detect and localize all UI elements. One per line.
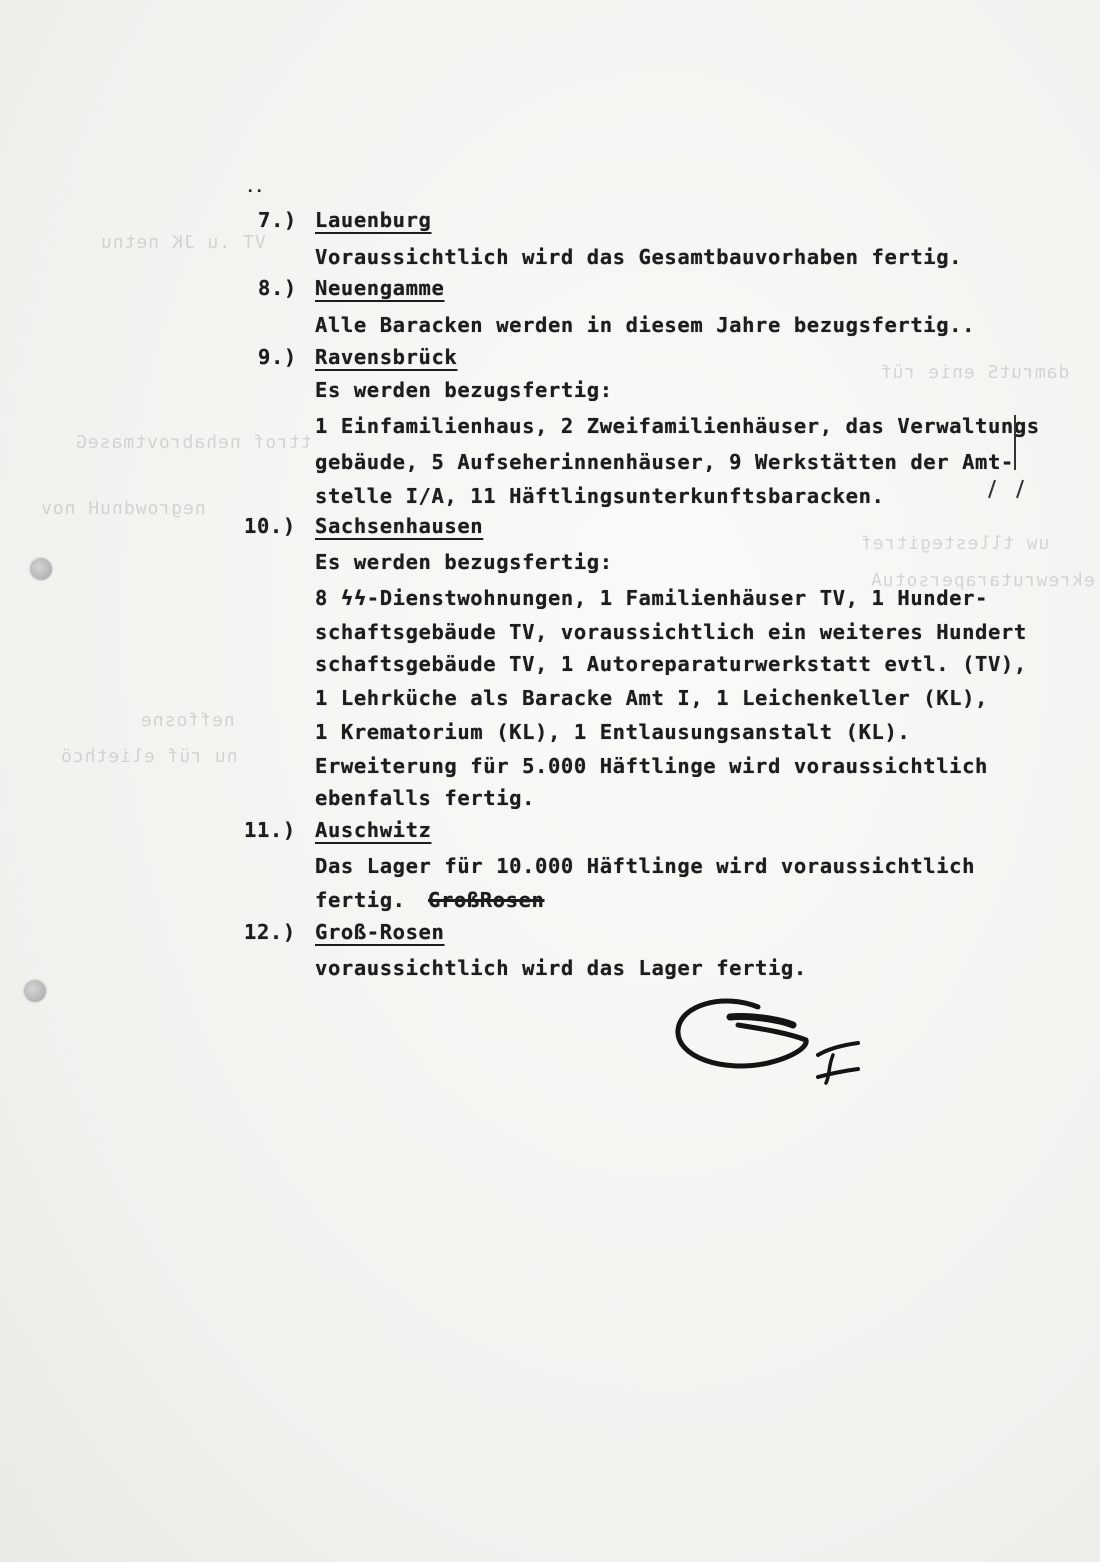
- section-number: 7.): [258, 208, 297, 232]
- handwritten-signature: [668, 985, 888, 1095]
- punch-hole-lower: [24, 980, 46, 1002]
- struck-out-text: GroßRosen: [428, 888, 545, 912]
- section-line: gebäude, 5 Aufseherinnenhäuser, 9 Werkstätten der Amt-: [315, 450, 1014, 474]
- show-through-text: negrowdnuH nov: [40, 498, 206, 519]
- section-heading: Sachsenhausen: [315, 514, 484, 538]
- punch-hole-upper: [30, 558, 52, 580]
- show-through-text: ekrewrutarapersotuA: [870, 570, 1095, 591]
- section-line: voraussichtlich wird das Lager fertig.: [315, 956, 807, 980]
- section-heading: Auschwitz: [315, 818, 432, 842]
- section-line: 1 Einfamilienhaus, 2 Zweifamilienhäuser, das Verwaltungs: [315, 414, 1040, 438]
- section-line: 8 ϟϟ-Dienstwohnungen, 1 Familienhäuser TV, 1 Hunder-: [315, 586, 988, 610]
- section-number: 10.): [244, 514, 296, 538]
- section-line: Voraussichtlich wird das Gesamtbauvorhaben fertig.: [315, 245, 963, 269]
- show-through-text: neffosne: [140, 710, 235, 731]
- show-through-text: ttrof nehabrovtmaseG: [75, 432, 312, 453]
- section-line: ebenfalls fertig.: [315, 786, 536, 810]
- section-line: Es werden bezugsfertig:: [315, 378, 613, 402]
- margin-marks: [985, 410, 1025, 500]
- section-line: schaftsgebäude TV, voraussichtlich ein weiteres Hundert: [315, 620, 1027, 644]
- show-through-text: uw tllestegitref: [860, 533, 1050, 554]
- show-through-text: VT .u JK netnu: [100, 232, 266, 253]
- section-heading: Groß-Rosen: [315, 920, 445, 944]
- show-through-text: damrutS enie rüf: [880, 362, 1070, 383]
- section-line: 1 Lehrküche als Baracke Amt I, 1 Leichenkeller (KL),: [315, 686, 988, 710]
- section-line: schaftsgebäude TV, 1 Autoreparaturwerkstatt evtl. (TV),: [315, 652, 1027, 676]
- section-line: Alle Baracken werden in diesem Jahre bezugsfertig..: [315, 313, 976, 337]
- section-heading: Lauenburg: [315, 208, 432, 232]
- section-heading: Neuengamme: [315, 276, 445, 300]
- stray-marks: ..: [246, 180, 265, 196]
- section-number: 12.): [244, 920, 296, 944]
- section-line: Das Lager für 10.000 Häftlinge wird voraussichtlich: [315, 854, 976, 878]
- section-line: 1 Krematorium (KL), 1 Entlausungsanstalt (KL).: [315, 720, 911, 744]
- section-line: Es werden bezugsfertig:: [315, 550, 613, 574]
- section-number: 9.): [258, 345, 297, 369]
- section-line: stelle I/A, 11 Häftlingsunterkunftsbaracken.: [315, 484, 885, 508]
- section-line: Erweiterung für 5.000 Häftlinge wird voraussichtlich: [315, 754, 988, 778]
- section-number: 8.): [258, 276, 297, 300]
- section-heading: Ravensbrück: [315, 345, 458, 369]
- section-number: 11.): [244, 818, 296, 842]
- section-line: fertig.: [315, 888, 406, 912]
- show-through-text: nu rüf eliethcö: [60, 746, 238, 767]
